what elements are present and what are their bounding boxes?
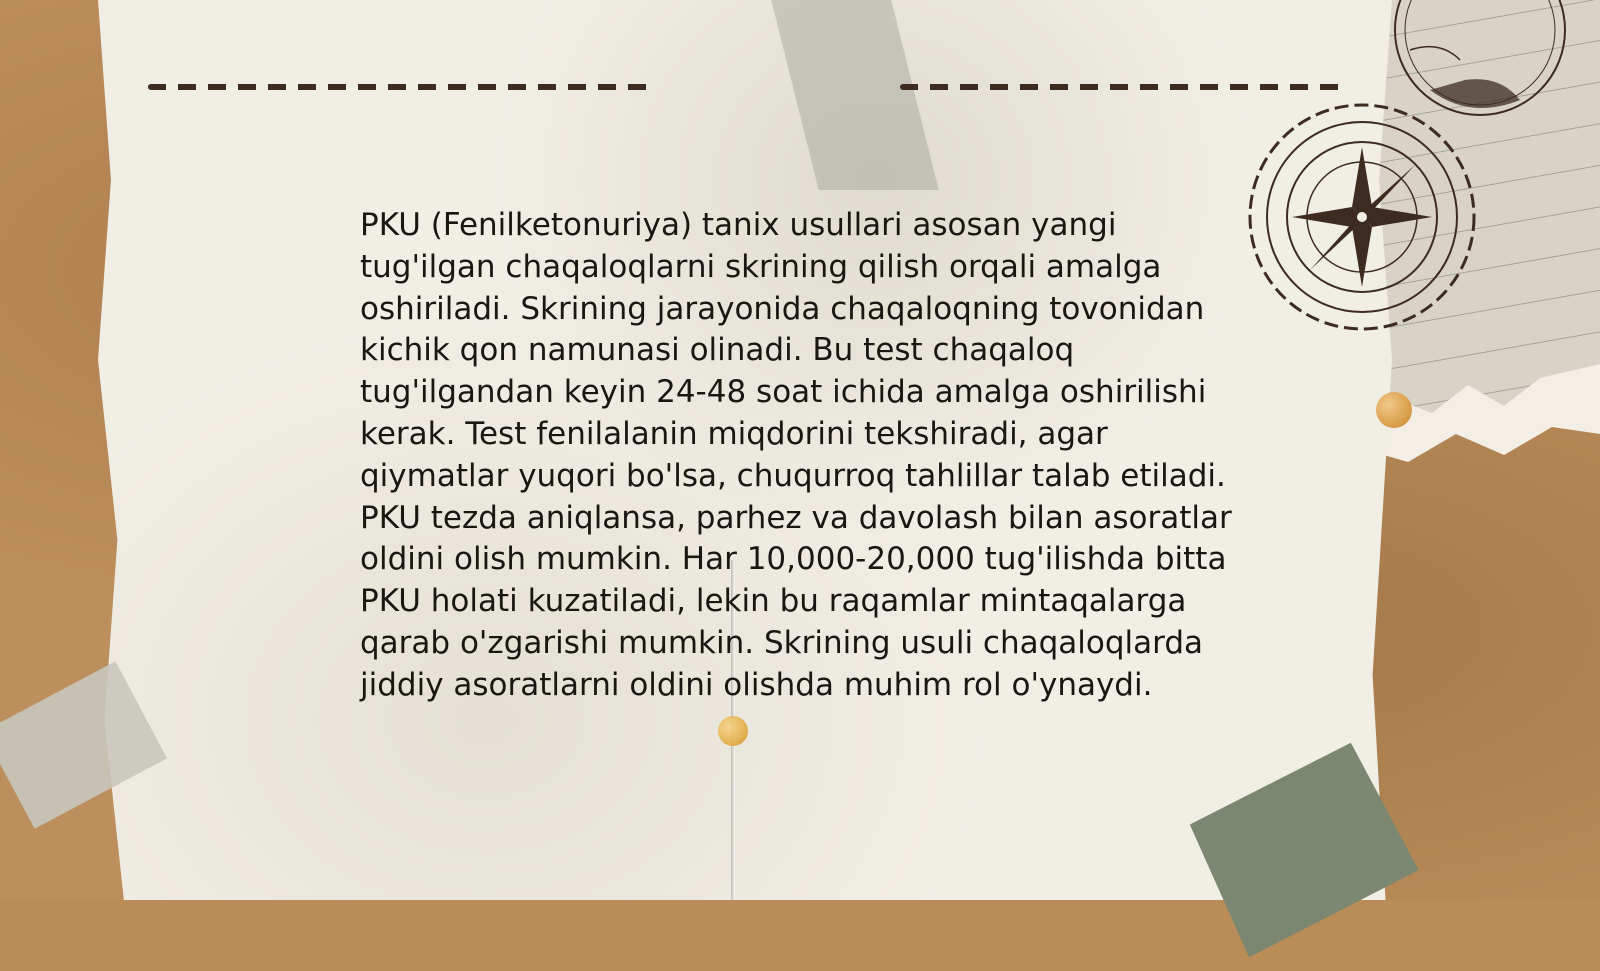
push-pin-icon (1376, 392, 1412, 428)
compass-icon (1240, 95, 1485, 340)
dashed-line-right (900, 84, 1350, 90)
cursor-highlight-icon (718, 716, 748, 746)
dashed-line-left (148, 84, 658, 90)
slide-paragraph: PKU (Fenilketonuriya) tanix usullari asosan yangi tug'ilgan chaqaloqlarni skrining qilish orqali amalga oshiriladi. Skrining jarayonida chaqaloqning tovonidan kichik qon namunasi olinadi. Bu test chaqaloq tug'ilgandan keyin 24-48 soat ichida amalga oshirilishi kerak. Test fenilalanin miqdorini tekshiradi, agar qiymatlar yuqori bo'lsa, chuqurroq tahlillar talab etiladi. PKU tezda aniqlansa, parhez va davolash bilan asoratlar oldini olish mumkin. Har 10,000-20,000 tug'ilishda bitta PKU holati kuzatiladi, lekin bu raqamlar mintaqalarga qarab o'zgarishi mumkin. Skrining usuli chaqaloqlarda jiddiy asoratlarni oldini olishda muhim rol o'ynaydi. (360, 207, 1232, 703)
